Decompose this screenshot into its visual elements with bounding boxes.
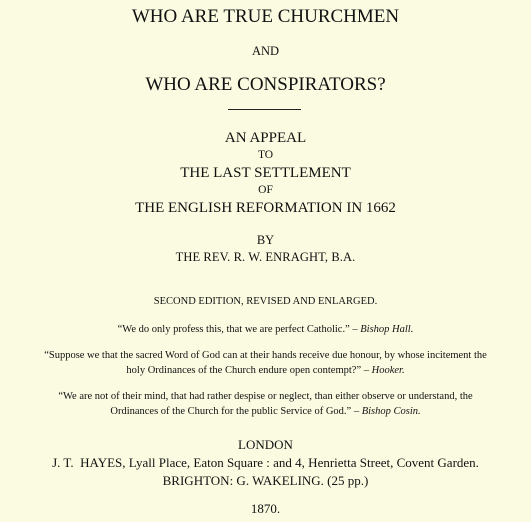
epigraph-quote-2-line-1 (0, 351, 531, 362)
epigraph-quote-1 (0, 325, 531, 336)
subtitle-line-1: AN APPEAL (224, 130, 307, 146)
quote-3-text-line-2: Ordinances of the Church for the public Service of God.” – (110, 406, 360, 417)
subtitle-line-4: OF (258, 184, 273, 196)
imprint-city: LONDON (238, 437, 293, 452)
quote-1-text: “We do only profess this, that we are perfect Catholic.” – (117, 324, 358, 335)
epigraph-quote-2-line-2 (0, 366, 531, 377)
title-line-2: WHO ARE CONSPIRATORS? (145, 74, 386, 95)
title-conjunction: AND (251, 44, 280, 58)
subtitle-line-2: TO (257, 149, 274, 161)
author-by: BY (256, 233, 275, 247)
quote-2-text-line-2: holy Ordinances of the Church endure open contempt?” – (126, 365, 369, 376)
epigraph-quote-3-line-2 (0, 407, 531, 418)
quote-2-attribution: Hooker. (371, 365, 405, 376)
quote-1-attribution: Bishop Hall. (360, 324, 414, 335)
subtitle-line-5: THE ENGLISH REFORMATION IN 1662 (135, 200, 396, 216)
divider-rule (228, 109, 301, 110)
imprint-printer: BRIGHTON: G. WAKELING. (25 pp.) (162, 473, 369, 488)
edition-statement: SECOND EDITION, REVISED AND ENLARGED. (153, 296, 378, 307)
quote-3-attribution: Bishop Cosin. (361, 406, 421, 417)
imprint-publisher: J. T. HAYES, Lyall Place, Eaton Square : and 4, Henrietta Street, Covent Garden. (52, 455, 479, 470)
epigraph-quote-3-line-1 (0, 392, 531, 403)
quote-2-text-line-1: “Suppose we that the sacred Word of God can at their hands receive due honour, by whose incitement the (44, 350, 487, 361)
author-name: THE REV. R. W. ENRAGHT, B.A. (175, 250, 356, 264)
subtitle-line-3: THE LAST SETTLEMENT (180, 165, 351, 181)
imprint-year: 1870. (250, 501, 281, 516)
title-line-1: WHO ARE TRUE CHURCHMEN (131, 6, 400, 27)
quote-3-text-line-1: “We are not of their mind, that had rather despise or neglect, than either observe or understand, the (58, 391, 473, 402)
